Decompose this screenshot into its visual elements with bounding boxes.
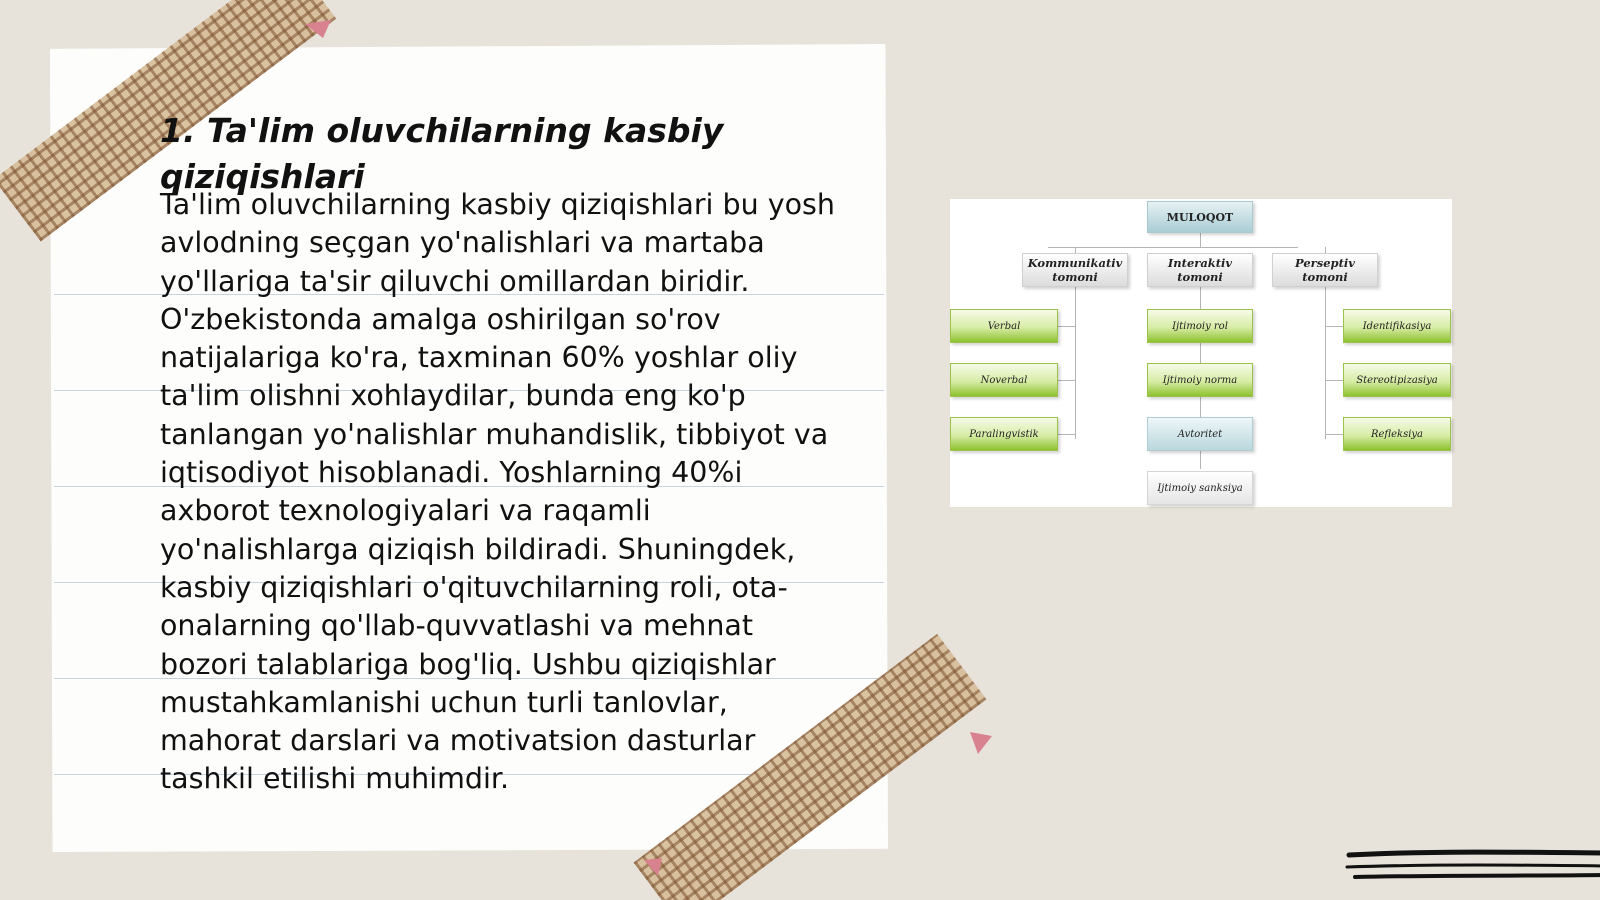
diagram-item-box: Avtoritet: [1147, 417, 1253, 451]
communication-diagram: [950, 199, 1452, 507]
diagram-item-box: Refleksiya: [1343, 417, 1451, 451]
diagram-item-box: Ijtimoiy norma: [1147, 363, 1253, 397]
diagram-connector: [1058, 434, 1075, 435]
diagram-connector: [1325, 287, 1326, 439]
diagram-item-box: Noverbal: [950, 363, 1058, 397]
diagram-connector: [1325, 434, 1343, 435]
diagram-connector: [1058, 326, 1075, 327]
diagram-connector: [1048, 247, 1298, 248]
diagram-item-box: Stereotipizasiya: [1343, 363, 1451, 397]
diagram-connector: [1075, 287, 1076, 439]
diagram-item-box: Paralingvistik: [950, 417, 1058, 451]
slide-body-text: Ta'lim oluvchilarning kasbiy qiziqishlari bu yosh avlodning seçgan yo'nalishlari va martaba yo'llariga ta'sir qiluvchi omillardan biridir. O'zbekistonda amalga oshirilgan so'rov natijalariga ko'ra, taxminan 60% yoshlar oliy ta'lim olishni xohlaydilar, bunda eng ko'p tanlangan yo'nalishlar muhandislik, tibbiyot va iqtisodiyot hisoblanadi. Yoshlarning 40%i axborot texnologiyalari va raqamli yo'nalishlarga qiziqish bildiradi. Shuningdek, kasbiy qiziqishlari o'qituvchilarning roli, ota-onalarning qo'llab-quvvatlashi va mehnat bozori talablariga bog'liq. Ushbu qiziqishlar mustahkamlanishi uchun turli tanlovlar, mahorat darslari va motivatsion dasturlar tashkil etilishi muhimdir.: [160, 188, 835, 796]
diagram-connector: [1325, 380, 1343, 381]
diagram-connector: [1058, 380, 1075, 381]
diagram-category-box: Interaktiv tomoni: [1147, 253, 1253, 287]
diagram-category-box: Perseptiv tomoni: [1272, 253, 1378, 287]
diagram-connector: [1200, 233, 1201, 247]
diagram-item-box: Ijtimoiy rol: [1147, 309, 1253, 343]
diagram-root-box: MULOQOT: [1147, 201, 1253, 233]
decorative-scribble: [1345, 845, 1600, 895]
tape-nick-bottom-right: [970, 732, 996, 756]
diagram-item-box: Verbal: [950, 309, 1058, 343]
diagram-connector: [1325, 326, 1343, 327]
diagram-category-box: Kommunikativ tomoni: [1022, 253, 1128, 287]
tape-nick-bottom-left: [644, 858, 668, 878]
slide-title: 1. Ta'lim oluvchilarning kasbiy qiziqishlari: [160, 111, 724, 196]
tape-nick-top: [305, 20, 335, 42]
diagram-item-box: Ijtimoiy sanksiya: [1147, 471, 1253, 505]
diagram-item-box: Identifikasiya: [1343, 309, 1451, 343]
